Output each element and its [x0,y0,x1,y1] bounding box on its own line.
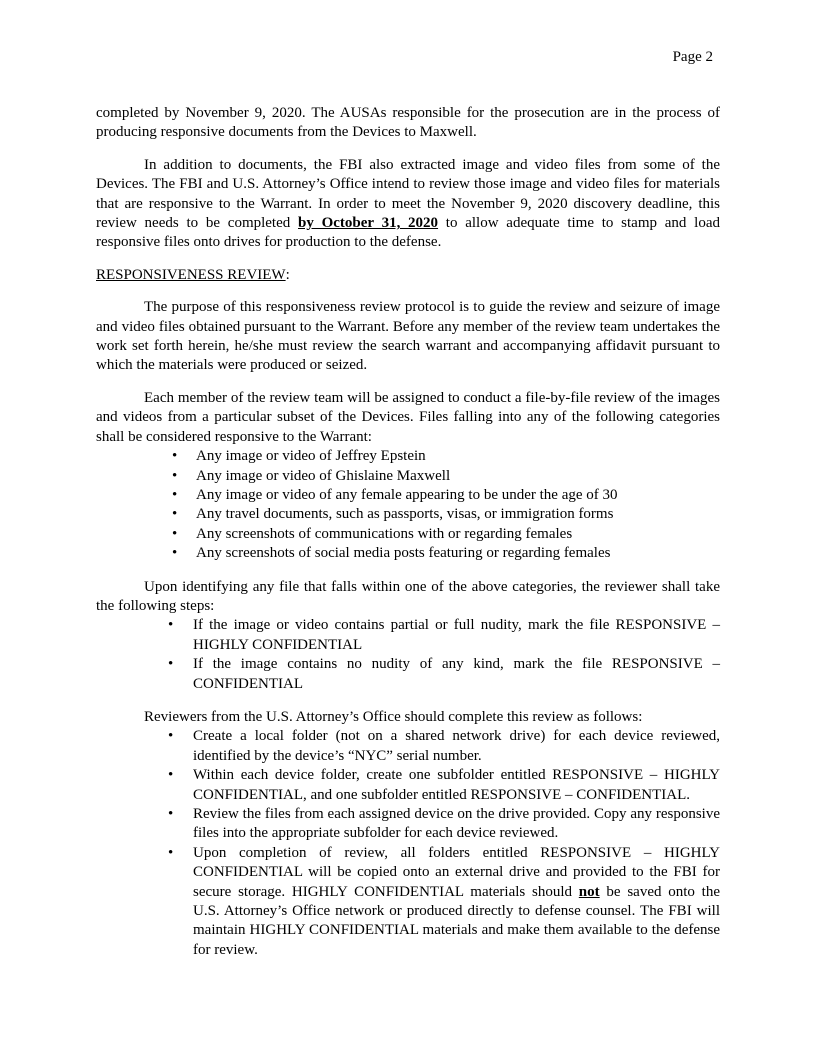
list-item: • Any screenshots of social media posts featuring or regarding females [170,544,720,563]
list-item: • Create a local folder (not on a shared network drive) for each device reviewed, identified by the device’s “NYC” serial number. [166,727,720,766]
list-item: • Review the files from each assigned device on the drive provided. Copy any responsive files into the appropriate subfolder for each device reviewed. [166,805,720,844]
marking-steps-list [96,616,720,694]
section-heading [96,266,720,285]
list-item: • Any screenshots of communications with or regarding females [170,525,720,544]
category-list [96,447,720,563]
paragraph-6: Reviewers from the U.S. Attorney’s Office should complete this review as follows: [144,708,643,725]
page-number: Page 2 [672,49,713,65]
paragraph-2-text-b: to allow adequate time to stamp and load responsive files onto drives for production to the defense. [96,215,720,251]
list-item: • Any image or video of Jeffrey Epstein [170,447,720,466]
list-item: • Any travel documents, such as passports, visas, or immigration forms [170,505,720,524]
step-4-text-a: Upon completion of review, all folders entitled RESPONSIVE – HIGHLY CONFIDENTIAL will be copied onto an external drive and provided to the FBI for secure storage. HIGHLY CONFIDENTIAL materials should [193,844,720,900]
paragraph-2-text-a: In addition to documents, the FBI also extracted image and video files from some of the Devices. The FBI and U.S. Attorney’s Office intend to review those image and video files for materials that are responsive to the Warrant. In order to meet the November 9, 2020 discovery deadline, this review needs to be completed [96,156,720,232]
review-steps-list [96,727,720,960]
paragraph-1: completed by November 9, 2020. The AUSAs responsible for the prosecution are in the process of producing responsive documents from the Devices to Maxwell. [96,105,720,141]
not-emphasis: not [578,883,600,900]
list-item: • Within each device folder, create one subfolder entitled RESPONSIVE – HIGHLY CONFIDENTIAL, and one subfolder entitled RESPONSIVE – CONFIDENTIAL. [166,766,720,805]
section-heading-colon: : [285,266,290,283]
list-item: • If the image contains no nudity of any kind, mark the file RESPONSIVE – CONFIDENTIAL [166,655,720,694]
document-body [96,104,720,974]
section-heading-title: RESPONSIVENESS REVIEW [96,266,286,283]
list-item: • If the image or video contains partial or full nudity, mark the file RESPONSIVE – HIGHLY CONFIDENTIAL [166,616,720,655]
list-item: • Any image or video of any female appearing to be under the age of 30 [170,486,720,505]
paragraph-2 [96,156,720,253]
paragraph-3: The purpose of this responsiveness review protocol is to guide the review and seizure of image and video files obtained pursuant to the Warrant. Before any member of the review team undertakes the work set forth herein, he/she must review the search warrant and accompanying affidavit pursuant to which the materials were produced or seized. [96,299,720,374]
paragraph-4: Each member of the review team will be assigned to conduct a file-by-file review of the images and videos from a particular subset of the Devices. Files falling into any of the following categories shall be considered responsive to the Warrant: [96,389,720,445]
list-item: • Any image or video of Ghislaine Maxwell [170,467,720,486]
deadline-emphasis: by October 31, 2020 [298,215,439,232]
paragraph-5: Upon identifying any file that falls within one of the above categories, the reviewer shall take the following steps: [96,578,720,614]
list-item [166,844,720,960]
step-4-text-b: be saved onto the U.S. Attorney’s Office network or produced directly to defense counsel. The FBI will maintain HIGHLY CONFIDENTIAL materials and make them available to the defense for review. [193,883,720,958]
